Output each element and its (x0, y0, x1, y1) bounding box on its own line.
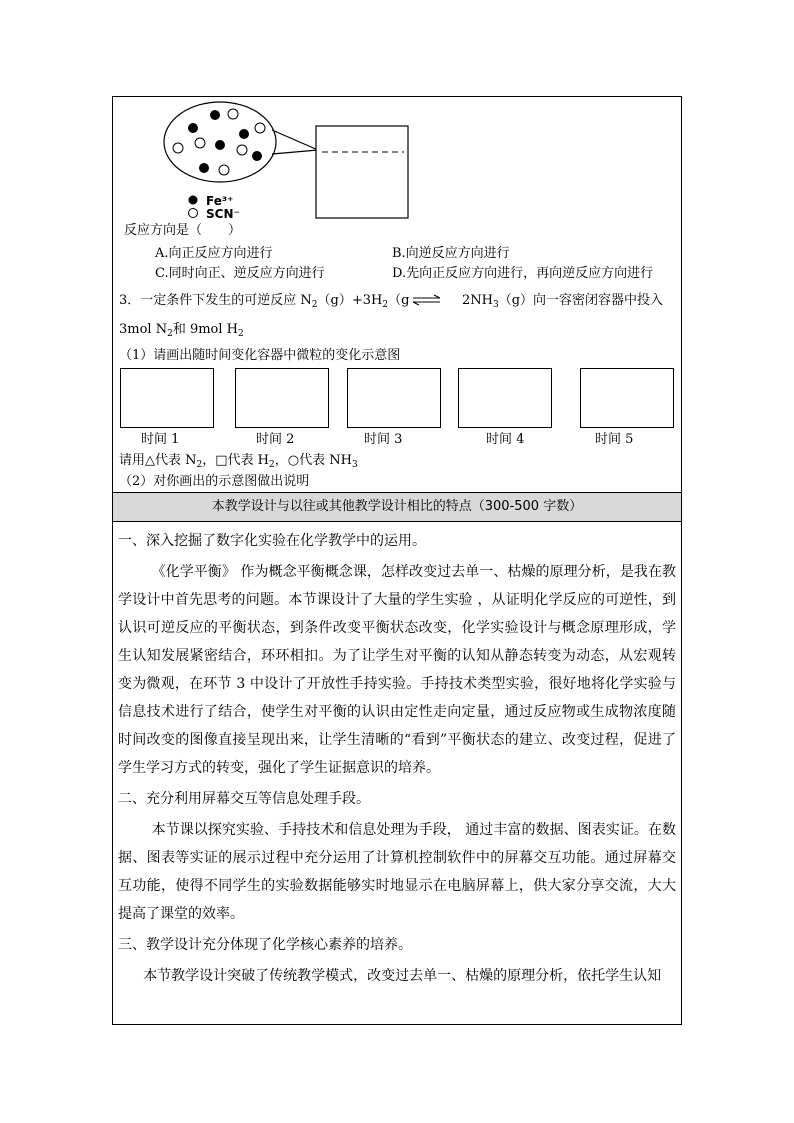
q2-prompt: 反应方向是（ ） (124, 223, 242, 238)
fe-legend-dot (189, 196, 198, 205)
fe-particle (215, 140, 225, 150)
scn-legend-dot (189, 209, 198, 218)
fe-particle (239, 129, 249, 139)
time-label-2: 时间 2 (256, 432, 295, 447)
drawing-box-5[interactable] (580, 368, 674, 428)
heading-3: 三、教学设计充分体现了化学核心素养的培养。 (118, 937, 412, 953)
scn-particle (255, 123, 265, 133)
q2-option-a: A.向正反应方向进行 (155, 246, 273, 261)
scn-legend-label: SCN⁻ (206, 207, 240, 221)
features-text-block (118, 527, 676, 990)
q3-initial-amounts: 3mol $N_2$和 9mol $H_2$ (119, 322, 244, 339)
beaker-box (316, 126, 408, 218)
q3-equation-product: $2NH_3(g)$向一容密闭容器中投入 (462, 293, 664, 310)
particle-figure (160, 98, 420, 224)
heading-1: 一、深入挖掘了数字化实验在化学教学中的运用。 (118, 533, 426, 549)
fe-particle (199, 163, 209, 173)
drawing-box-3[interactable] (347, 368, 441, 428)
fe-particle (210, 110, 220, 120)
time-label-1: 时间 1 (141, 432, 180, 447)
paragraph-2: 本节课以探究实验、手持技术和信息处理为手段， 通过丰富的数据、图表实证。在数据、图表等实证的展示过程中充分运用了计算机控制软件中的屏幕交互功能。通过屏幕交互功能，使得不同学生的实验数据能够实时地显示在电脑屏幕上，供大家分享交流，大大提高了课堂的效率。 (118, 822, 676, 922)
scn-particle (219, 165, 229, 175)
q2-option-d: D.先向正反应方向进行，再向逆反应方向进行 (392, 266, 654, 281)
equilibrium-arrow-icon (412, 294, 442, 306)
scn-particle (195, 138, 205, 148)
fe-particle (188, 123, 198, 133)
q3-part1: （1）请画出随时间变化容器中微粒的变化示意图 (119, 348, 401, 363)
scn-particle (228, 109, 238, 119)
time-label-5: 时间 5 (595, 432, 634, 447)
fe-particle (252, 151, 262, 161)
q2-option-c: C.同时向正、逆反应方向进行 (155, 266, 325, 281)
q3-part2: （2）对你画出的示意图做出说明 (119, 474, 310, 489)
heading-2: 二、充分利用屏幕交互等信息处理手段。 (118, 791, 370, 807)
q2-option-b: B.向逆反应方向进行 (392, 246, 510, 261)
section-header: 本教学设计与以往或其他教学设计相比的特点（300-500 字数） (113, 492, 681, 522)
paragraph-3: 本节教学设计突破了传统教学模式，改变过去单一、枯燥的原理分析，依托学生认知 (143, 968, 662, 984)
q3-equation-line: 3．一定条件下发生的可逆反应 $N_2(g)+3H_2(g$ (119, 293, 410, 310)
drawing-box-1[interactable] (120, 368, 214, 428)
callout-pointer (272, 130, 318, 154)
scn-particle (237, 145, 247, 155)
drawing-box-2[interactable] (235, 368, 329, 428)
time-label-4: 时间 4 (486, 432, 525, 447)
drawing-box-4[interactable] (458, 368, 552, 428)
scn-particle (173, 143, 183, 153)
fe-legend-label: Fe³⁺ (206, 194, 234, 208)
time-label-3: 时间 3 (364, 432, 403, 447)
paragraph-1: 《化学平衡》 作为概念平衡概念课，怎样改变过去单一、枯燥的原理分析，是我在教学设计中首先思考的问题。本节课设计了大量的学生实验 ，从证明化学反应的可逆性，到认识可逆反应的平衡状态，到条件改变平衡状态改变，化学实验设计与概念原理形成，学生认知发展紧密结合，环环相扣。为了让学生对平衡的认知从静态转变为动态，从宏观转变为微观，在环节 3 中设计了开放性手持实验。手持技术类型实验，很好地将化学实验与信息技术进行了结合，使学生对平衡的认识由定性走向定量，通过反应物或生成物浓度随时间改变的图像直接呈现出来，让学生清晰的“看到”平衡状态的建立、改变过程，促进了学生学习方式的转变，强化了学生证据意识的培养。 (118, 564, 676, 776)
q3-symbol-legend: 请用△代表 $N_2$，□代表 $H_2$，○代表 $NH_3$ (119, 453, 358, 470)
